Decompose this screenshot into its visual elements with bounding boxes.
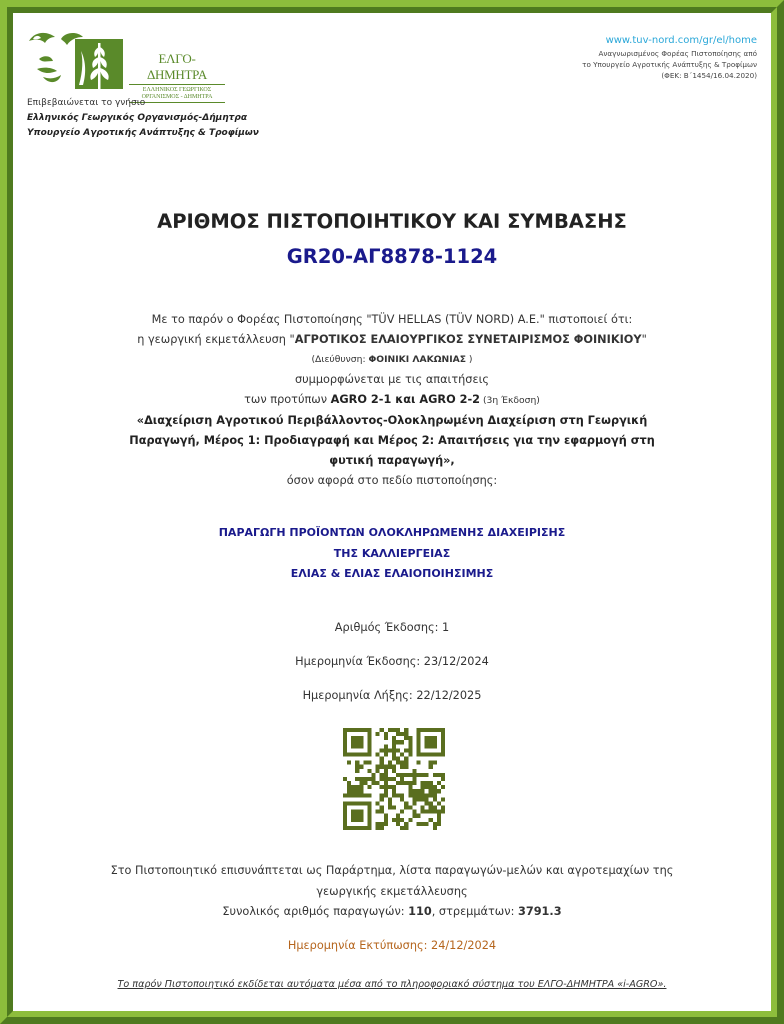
expiry-date: Ημερομηνία Λήξης: 22/12/2025 xyxy=(302,689,482,702)
standard-title-line2: Παραγωγή, Μέρος 1: Προδιαγραφή και Μέρος 2: Απαιτήσεις για την εφαρμογή στη xyxy=(129,434,655,447)
compliance-line: συμμορφώνεται με τις απαιτήσεις xyxy=(294,373,490,386)
standard-title-line3: φυτική παραγωγή», xyxy=(329,454,455,467)
tuv-nord-link[interactable]: www.tuv-nord.com/gr/el/home xyxy=(605,35,757,46)
producers-label: Συνολικός αριθμός παραγωγών: xyxy=(222,905,409,918)
annex-line2: γεωργικής εκμετάλλευσης xyxy=(316,884,468,898)
logo-subtitle-line1: ΕΛΛΗΝΙΚΟΣ ΓΕΩΡΓΙΚΟΣ xyxy=(142,87,212,93)
ministry-name: Υπουργείο Αγροτικής Ανάπτυξης & Τροφίμων xyxy=(27,128,259,138)
address-suffix: ) xyxy=(466,354,473,365)
stremmata-count: 3791.3 xyxy=(517,905,562,918)
print-date: Ημερομηνία Εκτύπωσης: 24/12/2024 xyxy=(287,939,497,952)
qr-code-icon[interactable] xyxy=(343,728,445,830)
standards-value: AGRO 2-1 και AGRO 2-2 xyxy=(330,393,481,406)
scope-line1: ΠΑΡΑΓΩΓΗ ΠΡΟΪΟΝΤΩΝ ΟΛΟΚΛΗΡΩΜΕΝΗΣ ΔΙΑΧΕΙΡΙΣΗΣ xyxy=(218,526,566,539)
verified-label: Επιβεβαιώνεται το γνήσιο xyxy=(27,98,146,108)
farm-statement xyxy=(13,330,771,350)
standards-prefix: των προτύπων xyxy=(244,393,331,406)
scope-line3: ΕΛΙΑΣ & ΕΛΙΑΣ ΕΛΑΙΟΠΟΙΗΣΙΜΗΣ xyxy=(290,567,494,580)
demeter-wheat-logo-icon xyxy=(25,29,129,91)
standard-title-line1: «Διαχείριση Αγροτικού Περιβάλλοντος-Ολοκληρωμένη Διαχείριση στη Γεωργική xyxy=(136,414,648,427)
org-name: Ελληνικός Γεωργικός Οργανισμός-Δήμητρα xyxy=(27,113,248,123)
logo-title: ΕΛΓΟ-ΔΗΜΗΤΡΑ xyxy=(129,51,225,85)
issue-number: Αριθμός Έκδοσης: 1 xyxy=(334,621,450,634)
footer-note: Το παρόν Πιστοποιητικό εκδίδεται αυτόματα μέσα από το πληροφοριακό σύστημα του ΕΛΓΟ-ΔΗΜΗΤΡΑ «i-AGRO». xyxy=(117,979,667,990)
annex-totals xyxy=(13,902,771,923)
issue-date: Ημερομηνία Έκδοσης: 23/12/2024 xyxy=(295,655,489,668)
verification-info xyxy=(27,96,259,141)
standards-edition: (3η Έκδοση) xyxy=(480,395,540,406)
certificate-number: GR20-ΑΓ8878-1124 xyxy=(286,245,498,268)
certifier-statement: Με το παρόν ο Φορέας Πιστοποίησης "TÜV HELLAS (TÜV NORD) A.E." πιστοποιεί ότι: xyxy=(151,313,633,326)
farm-name: ΑΓΡΟΤΙΚΟΣ ΕΛΑΙΟΥΡΓΙΚΟΣ ΣΥΝΕΤΑΙΡΙΣΜΟΣ ΦΟΙΝΙΚΙΟΥ xyxy=(294,333,642,346)
address-value: ΦΟΙΝΙΚΙ ΛΑΚΩΝΙΑΣ xyxy=(368,354,466,365)
certificate-body xyxy=(13,310,771,491)
recognized-line2: το Υπουργείο Αγροτικής Ανάπτυξης & Τροφίμων xyxy=(582,60,757,69)
address-prefix: (Διεύθυνση: xyxy=(311,354,369,365)
farm-suffix: " xyxy=(641,333,647,346)
stremmata-label: , στρεμμάτων: xyxy=(431,905,518,918)
logo-subtitle-line2: ΟΡΓΑΝΙΣΜΟΣ - ΔΗΜΗΤΡΑ xyxy=(141,94,213,100)
elgo-dimitra-logo xyxy=(25,29,225,100)
scope-intro: όσον αφορά στο πεδίο πιστοποίησης: xyxy=(286,474,498,487)
scope-line2: ΤΗΣ ΚΑΛΛΙΕΡΓΕΙΑΣ xyxy=(333,546,451,560)
certificate-page xyxy=(13,13,771,1011)
producers-count: 110 xyxy=(408,905,432,918)
certificate-dates xyxy=(13,611,771,713)
farm-prefix: η γεωργική εκμετάλλευση " xyxy=(137,333,295,346)
certificate-title: ΑΡΙΘΜΟΣ ΠΙΣΤΟΠΟΙΗΤΙΚΟΥ ΚΑΙ ΣΥΜΒΑΣΗΣ xyxy=(157,210,627,233)
standards-line xyxy=(13,390,771,411)
annex-line1: Στο Πιστοποιητικό επισυνάπτεται ως Παράρτημα, λίστα παραγωγών-μελών και αγροτεμαχίων της xyxy=(110,864,674,877)
address-line xyxy=(13,350,771,370)
annex-info xyxy=(13,861,771,923)
certification-scope xyxy=(13,523,771,585)
recognized-line1: Αναγνωρισμένος Φορέας Πιστοποίησης από xyxy=(598,49,757,58)
certifier-info xyxy=(582,34,757,81)
fek-reference: (ΦΕΚ: Β΄1454/16.04.2020) xyxy=(661,71,757,80)
